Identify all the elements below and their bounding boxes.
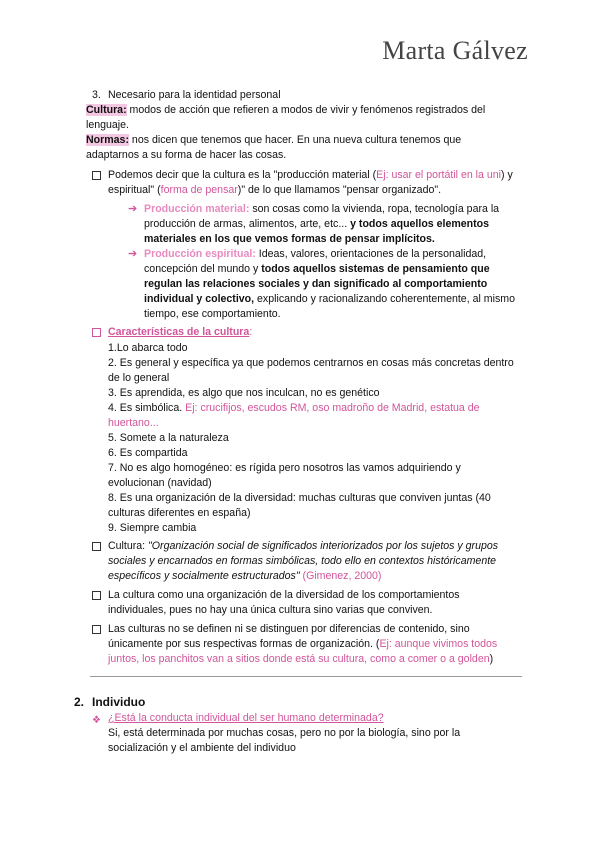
checkbox-icon[interactable] <box>92 625 101 634</box>
list-item: 3. Es aprendida, es algo que nos inculcan, no es genético <box>108 387 380 399</box>
list-item: 5. Somete a la naturaleza <box>108 432 229 444</box>
arrow-right-icon: ➔ <box>128 248 138 260</box>
cb1-example: Ej: usar el portátil en la uni <box>376 169 501 181</box>
diversidad-paragraph: La cultura como una organización de la diversidad de los comportamientos individuales, pues no hay una única cultura sino varias que conviven. <box>108 589 460 616</box>
cb5-text-2: ) <box>489 653 494 665</box>
cb1-example-2: forma de pensar <box>160 184 238 196</box>
checkbox-icon[interactable] <box>92 171 101 180</box>
cultura-definition <box>86 103 516 133</box>
list-item: 9. Siempre cambia <box>108 522 197 534</box>
produccion-paragraph <box>108 168 518 198</box>
section-question: ¿Está la conducta individual del ser humano determinada? <box>108 712 384 724</box>
cb1-text-2: ) y espiritual" ( <box>108 169 513 196</box>
cb5-text: Las culturas no se definen ni se distinguen por diferencias de contenido, sino únicamente por sus respectivas formas de organización. ( <box>108 623 470 650</box>
cb1-text: Podemos decir que la cultura es la "producción material ( <box>108 169 377 181</box>
produccion-espiritual <box>144 247 524 322</box>
arrow-right-icon: ➔ <box>128 203 138 215</box>
caracteristicas-list <box>108 341 528 536</box>
cultura-text: modos de acción que refieren a modos de vivir y fenómenos registrados del lenguaje. <box>86 104 486 131</box>
list-item-example: Ej: crucifijos, escudos RM, oso madroño de Madrid, estatua de huertano... <box>108 402 480 429</box>
sub2-text: Ideas, valores, orientaciones de la personalidad, concepción del mundo y <box>144 248 487 275</box>
list-number: 3. <box>92 89 101 101</box>
normas-definition <box>86 133 506 163</box>
section-divider <box>90 676 522 677</box>
list-item <box>108 401 523 431</box>
sub2-text-2: explicando y racionalizando coherentemente, al mismo tiempo, ese comportamiento. <box>144 293 515 320</box>
cb3-citation: (Gimenez, 2000) <box>299 570 382 582</box>
checkbox-icon[interactable] <box>92 542 101 551</box>
checkbox-icon[interactable] <box>92 591 101 600</box>
formas-organizacion-paragraph <box>108 622 523 667</box>
list-item: 8. Es una organización de la diversidad: muchas culturas que conviven juntas (40 culturas diferentes en españa) <box>108 492 491 519</box>
diamond-bullet-icon: ❖ <box>92 715 101 726</box>
list-item: 1.Lo abarca todo <box>108 342 188 354</box>
list-item-text: 4. Es simbólica. <box>108 402 186 414</box>
caracteristicas-colon: : <box>249 326 253 338</box>
cb1-text-3: )" de lo que llamamos "pensar organizado". <box>237 184 442 196</box>
sub1-label: Producción material: <box>144 203 250 215</box>
caracteristicas-heading: Características de la cultura <box>108 326 250 338</box>
section-title: Individuo <box>92 695 146 709</box>
cb3-quote: "Organización social de significados interiorizados por los sujetos y grupos sociales y encarnados en formas simbólicas, todo ello en contextos históricamente específicos y socialmente estructurados" <box>108 540 499 582</box>
produccion-material <box>144 202 524 247</box>
cb3-text: Cultura: <box>108 540 149 552</box>
checkbox-icon[interactable] <box>92 328 101 337</box>
sub2-bold: todos aquellos sistemas de pensamiento que regulan las relaciones sociales y dan significado al comportamiento individual y colectivo, <box>144 263 490 305</box>
cultura-quote-paragraph <box>108 539 520 584</box>
section-number: 2. <box>74 695 85 709</box>
normas-term: Normas: <box>86 134 129 146</box>
list-item-3: Necesario para la identidad personal <box>108 89 281 101</box>
caracteristicas-title <box>108 325 518 340</box>
normas-text: nos dicen que tenemos que hacer. En una nueva cultura tenemos que adaptarnos a su forma de hacer las cosas. <box>86 134 462 161</box>
cb5-example: Ej: aunque vivimos todos juntos, los panchitos van a sitios donde está su cultura, como a comer o a golden <box>108 638 498 665</box>
cultura-term: Cultura: <box>86 104 127 116</box>
sub2-label: Producción espiritual: <box>144 248 256 260</box>
section-answer: Si, está determinada por muchas cosas, pero no por la biología, sino por la socialización y el ambiente del individuo <box>108 727 461 754</box>
sub1-text: son cosas como la vivienda, ropa, tecnología para la producción de armas, alimentos, arte, etc... <box>144 203 500 230</box>
list-item: 7. No es algo homogéneo: es rígida pero nosotros las vamos adquiriendo y evolucionan (navidad) <box>108 462 461 489</box>
list-item: 2. Es general y específica ya que podemos centrarnos en cosas más concretas dentro de lo general <box>108 357 514 384</box>
author-name: Marta Gálvez <box>382 36 528 65</box>
list-item: 6. Es compartida <box>108 447 188 459</box>
sub1-bold: y todos aquellos elementos materiales en los que vemos formas de pensar implícitos. <box>144 218 490 245</box>
